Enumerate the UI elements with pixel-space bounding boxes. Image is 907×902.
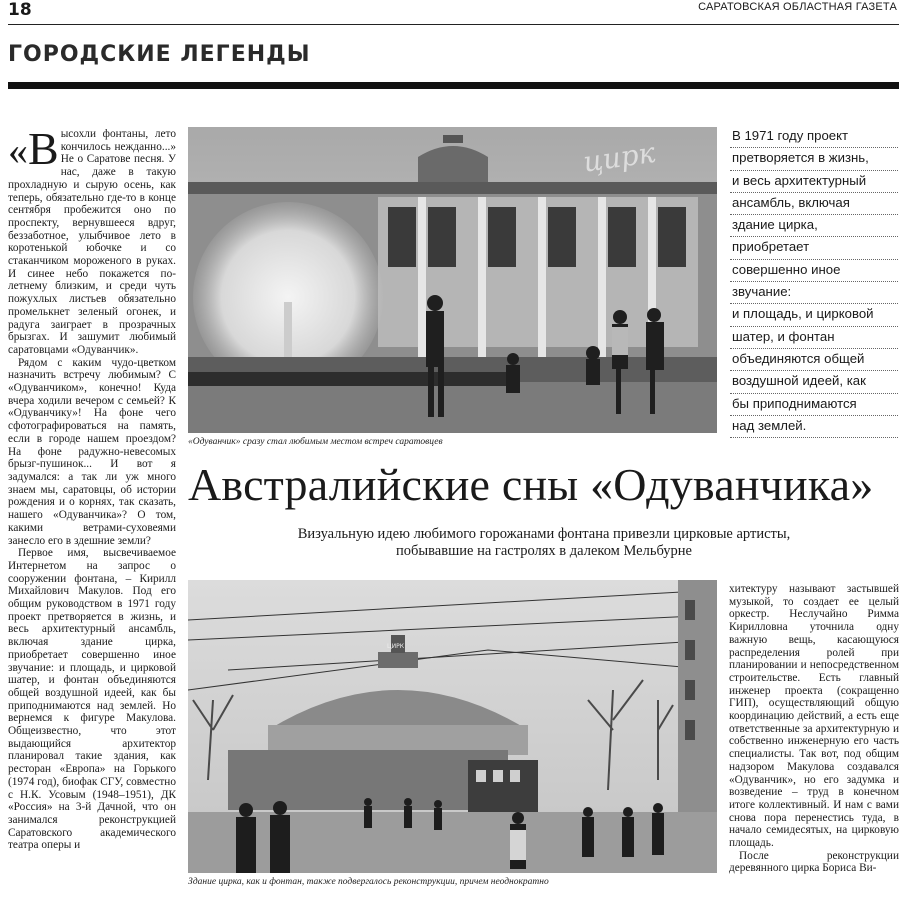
article-headline: Австралийские сны «Одуванчика»	[188, 459, 874, 510]
section-divider	[8, 82, 899, 89]
right-text-column	[729, 583, 899, 875]
photo-circus-fountain	[188, 127, 717, 433]
top-divider	[8, 24, 899, 25]
pull-quote-line: бы приподнимаются	[730, 394, 898, 416]
pull-quote-line: здание цирка,	[730, 215, 898, 237]
pull-quote-line: объединяются общей	[730, 349, 898, 371]
pull-quote-line: шатер, и фонтан	[730, 327, 898, 349]
photo-circus-dome	[188, 580, 717, 873]
pull-quote-line: ансамбль, включая	[730, 193, 898, 215]
pull-quote-line: и площадь, и цирковой	[730, 304, 898, 326]
pull-quote-line: претворяется в жизнь,	[730, 148, 898, 170]
dropcap: «В	[8, 123, 59, 174]
circus-sign: цирк	[581, 135, 658, 179]
pull-quote-line: воздушной идеей, как	[730, 371, 898, 393]
pull-quote-line: В 1971 году проект	[730, 126, 898, 148]
right-paragraph: После реконструкции деревянного цирка Бориса Ви-	[729, 849, 899, 875]
pull-quote-line: звучание:	[730, 282, 898, 304]
section-title: ГОРОДСКИЕ ЛЕГЕНДЫ	[8, 42, 311, 67]
pull-quote	[730, 126, 898, 438]
left-paragraph: «В ысохли фонтаны, лето кончилось нежданно...» Не о Саратове песня. У нас, даже в такую прохладную и сырую осень, как теперь, обязательно где-то в конце сентября пробежится оно по проспекту, вернувшееся вдруг, беззаботное, улыбчивое лето в коротенькой юбочке и со стаканчиком мороженого в руках. И синее небо покажется по-летнему близким, и среди чуть пожухлых листьев обязательно промелькнет зеленый огонек, и радуга заиграет в прозрачных брызгах. И зашумит любимый саратовцами «Одуванчик».	[8, 123, 176, 356]
photo1-caption: «Одуванчик» сразу стал любимым местом встреч саратовцев	[188, 437, 443, 447]
pull-quote-line: приобретает	[730, 237, 898, 259]
pull-quote-line: совершенно иное	[730, 260, 898, 282]
right-paragraph: хитектуру называют застывшей музыкой, то создает ее целый оркестр. Неслучайно Римма Кирилловна уточнила одну важную вещь, касающуюся распределения ролей при планировании и непосредственном строительстве. Есть главный инженер проекта (сокращенно ГИП), осуществляющий общую координацию действий, а есть еще ответственные за архитектурную и собственно инженерную его часть специалисты. Так вот, под общим надзором Макулова создавался «Одуванчик», но его задумка и возведение – труд в конечном итоге коллективный. И нам с вами снова пора перенестись туда, в начало семидесятых, на цирковую площадь.	[729, 583, 899, 850]
photo2-caption: Здание цирка, как и фонтан, также подвергалось реконструкции, причем неоднократно	[188, 877, 549, 887]
newspaper-name: САРАТОВСКАЯ ОБЛАСТНАЯ ГАЗЕТА	[698, 1, 897, 13]
pull-quote-line: над землей.	[730, 416, 898, 438]
page-number: 18	[8, 0, 32, 20]
left-paragraph: Рядом с каким чудо-цветком назначить встречу любимым? С «Одуванчиком», конечно! Куда вчера ходили вечером с семьей? К «Одуванчику»! На фоне чего сфотографироваться на память, если в городе нашем проездом? На фоне радужно-невесомых брызг-пушинок... И вот я задумался: а так ли уж много знаем мы, саратовцы, об истории рождения и о корнях, так сказать, нашего «Одуванчика»? О том, какими ветрами-суховеями занесло его в здешние земли?	[8, 356, 176, 547]
subhead-line: побывавшие на гастролях в далеком Мельбурне	[396, 543, 692, 559]
article-subhead	[188, 526, 900, 560]
circus-dome-sign: ЦИРК	[387, 643, 405, 650]
left-paragraph: Первое имя, высвечиваемое Интернетом на запрос о сооружении фонтана, – Кирилл Михайлович Макулов. Под его общим руководством в 1971 году проект претворяется в жизнь, и весь архитектурный ансамбль, включая здание цирка, приобретает совершенно иное звучание: и площадь, и цирковой шатер, и фонтан объединяются общей воздушной идеей, как бы приподнимаются над землей. Но вернемся к фигуре Макулова. Общеизвестно, что этот выдающийся архитектор планировал такие здания, как ресторан «Европа» на Горького (1974 год), биофак СГУ, совместно с Н.К. Усовым (1948–1951), ДК «Россия» на 3-й Дачной, что он занимался реконструкцией Саратовского академического театра оперы и	[8, 547, 176, 852]
left-text-column	[8, 123, 176, 852]
pull-quote-line: и весь архитектурный	[730, 171, 898, 193]
subhead-line: Визуальную идею любимого горожанами фонтана привезли цирковые артисты,	[297, 526, 791, 542]
